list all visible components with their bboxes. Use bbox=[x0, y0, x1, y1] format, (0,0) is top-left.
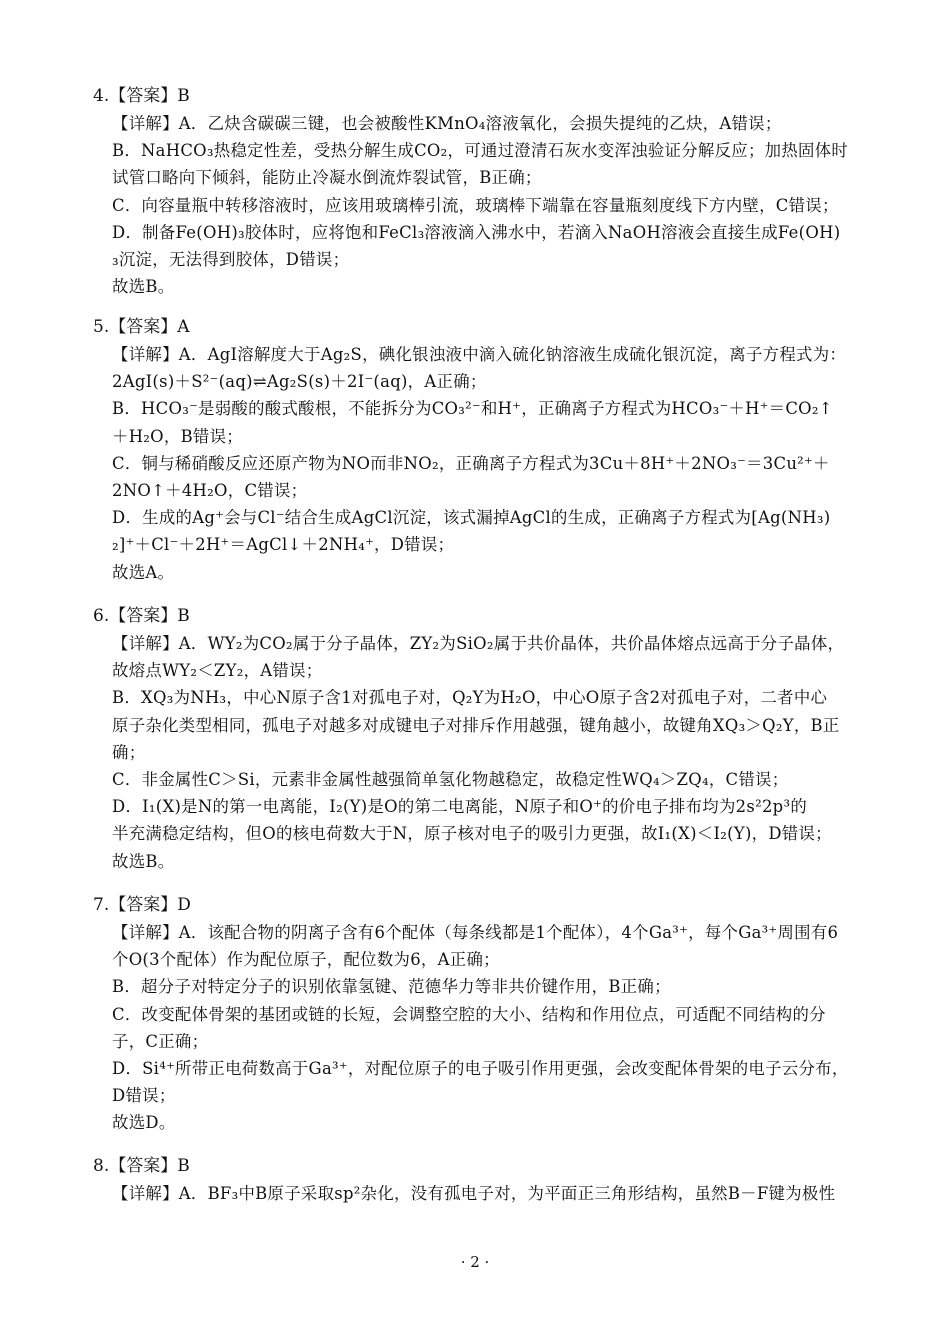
q5-line-1: 【详解】A．AgI溶解度大于Ag₂S，碘化银浊液中滴入硫化钠溶液生成硫化银沉淀，离子方程式为： bbox=[112, 345, 847, 364]
page-number: · 2 · bbox=[460, 1253, 490, 1271]
q7-line-4: C．改变配体骨架的基团或链的长短，会调整空腔的大小、结构和作用位点，可适配不同结构的分 bbox=[112, 1004, 826, 1024]
q5-line-5: C．铜与稀硝酸反应还原产物为NO而非NO₂，正确离子方程式为3Cu＋8H⁺＋2NO₃⁻＝3Cu²⁺＋ bbox=[112, 453, 830, 473]
q5-line-4: ＋H₂O，B错误； bbox=[112, 426, 243, 446]
q7-line-1: 【详解】A．该配合物的阴离子含有6个配体（每条线都是1个配体），4个Ga³⁺，每个Ga³⁺周围有6 bbox=[112, 923, 839, 942]
q5-line-9: 故选A。 bbox=[112, 562, 175, 582]
question-4-answer: 4.【答案】B bbox=[93, 86, 190, 106]
q5-line-8: ₂]⁺＋Cl⁻＋2H⁺＝AgCl↓＋2NH₄⁺，D错误； bbox=[112, 535, 455, 555]
q4-line-4: C．向容量瓶中转移溶液时，应该用玻璃棒引流，玻璃棒下端靠在容量瓶刻度线下方内壁，C错误； bbox=[112, 195, 839, 215]
q7-line-8: 故选D。 bbox=[112, 1113, 176, 1133]
q6-line-7: D．I₁(X)是N的第一电离能，I₂(Y)是O的第二电离能，N原子和O⁺的价电子排布均为2s²2p³的 bbox=[112, 797, 808, 817]
question-5-answer: 5.【答案】A bbox=[93, 317, 190, 337]
q6-line-9: 故选B。 bbox=[112, 851, 175, 871]
q4-line-6: ₃沉淀，无法得到胶体，D错误； bbox=[112, 249, 350, 269]
q5-line-7: D．生成的Ag⁺会与Cl⁻结合生成AgCl沉淀，该式漏掉AgCl的生成，正确离子方程式为[Ag(NH₃) bbox=[112, 508, 831, 528]
q5-line-6: 2NO↑＋4H₂O，C错误； bbox=[112, 480, 308, 500]
question-5 bbox=[92, 313, 872, 586]
q5-line-2: 2AgI(s)＋S²⁻(aq)⇌Ag₂S(s)＋2I⁻(aq)，A正确； bbox=[112, 372, 487, 392]
question-6-answer: 6.【答案】B bbox=[93, 606, 190, 626]
q4-line-7: 故选B。 bbox=[112, 277, 175, 297]
question-7-answer: 7.【答案】D bbox=[93, 895, 191, 915]
q6-line-3: B．XQ₃为NH₃，中心N原子含1对孤电子对，Q₂Y为H₂O，中心O原子含2对孤电子对，二者中心 bbox=[112, 688, 828, 708]
q7-line-2: 个O(3个配体）作为配位原子，配位数为6，A正确； bbox=[112, 950, 500, 970]
q5-line-3: B．HCO₃⁻是弱酸的酸式酸根，不能拆分为CO₃²⁻和H⁺，正确离子方程式为HCO₃⁻＋H⁺＝CO₂↑ bbox=[112, 399, 833, 419]
q6-line-5: 确； bbox=[112, 742, 146, 762]
question-4 bbox=[92, 82, 872, 300]
q4-line-1: 【详解】A．乙炔含碳碳三键，也会被酸性KMnO₄溶液氧化，会损失提纯的乙炔，A错误； bbox=[112, 114, 782, 133]
question-6 bbox=[92, 602, 872, 875]
q6-line-8: 半充满稳定结构，但O的核电荷数大于N，原子核对电子的吸引力更强，故I₁(X)＜I₂(Y)，D错误； bbox=[112, 824, 832, 844]
q4-line-5: D．制备Fe(OH)₃胶体时，应将饱和FeCl₃溶液滴入沸水中，若滴入NaOH溶液会直接生成Fe(OH) bbox=[112, 222, 841, 242]
q4-line-2: B．NaHCO₃热稳定性差，受热分解生成CO₂，可通过澄清石灰水变浑浊验证分解反应；加热固体时 bbox=[112, 141, 849, 161]
q6-line-1: 【详解】A．WY₂为CO₂属于分子晶体，ZY₂为SiO₂属于共价晶体，共价晶体熔点远高于分子晶体， bbox=[112, 634, 845, 653]
question-8-answer: 8.【答案】B bbox=[93, 1156, 190, 1176]
q6-line-4: 原子杂化类型相同，孤电子对越多对成键电子对排斥作用越强，键角越小，故键角XQ₃＞Q₂Y，B正 bbox=[112, 715, 840, 735]
q6-line-6: C．非金属性C＞Si，元素非金属性越强简单氢化物越稳定，故稳定性WQ₄＞ZQ₄，C错误； bbox=[112, 769, 789, 789]
q6-line-2: 故熔点WY₂＜ZY₂，A错误； bbox=[112, 661, 323, 681]
q7-line-3: B．超分子对特定分子的识别依靠氢键、范德华力等非共价键作用，B正确； bbox=[112, 977, 671, 997]
q4-line-3: 试管口略向下倾斜，能防止冷凝水倒流炸裂试管，B正确； bbox=[112, 168, 542, 188]
q8-line-1: 【详解】A．BF₃中B原子采取sp²杂化，没有孤电子对，为平面正三角形结构，虽然B－F键为极性 bbox=[112, 1184, 836, 1203]
q7-line-7: D错误； bbox=[112, 1086, 176, 1106]
q7-line-5: 子，C正确； bbox=[112, 1031, 209, 1051]
question-7 bbox=[92, 891, 872, 1137]
question-8 bbox=[92, 1152, 872, 1207]
q7-line-6: D．Si⁴⁺所带正电荷数高于Ga³⁺，对配位原子的电子吸引作用更强，会改变配体骨架的电子云分布， bbox=[112, 1058, 849, 1078]
